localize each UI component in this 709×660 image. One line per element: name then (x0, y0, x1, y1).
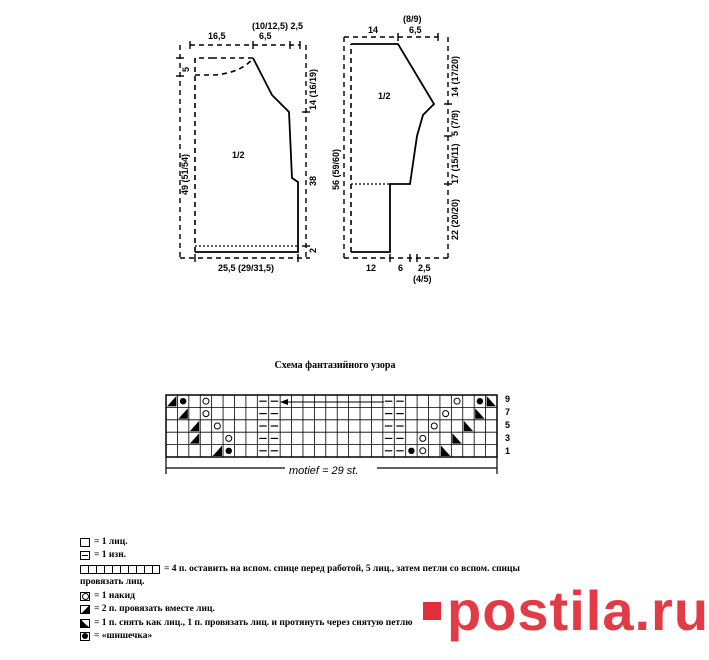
skp-mark (441, 446, 450, 456)
yo-mark (431, 423, 437, 429)
legend-skp-text: = 1 п. снять как лиц., 1 п. провязать лиц. и протянуть через снятую петлю (94, 618, 413, 628)
watermark-text: postila.ru (447, 579, 709, 642)
front-left-dashed (195, 58, 212, 252)
yarn-over-icon (80, 592, 90, 601)
legend-bobble (80, 630, 152, 642)
sleeve-top-right-width: 6,5 (409, 25, 422, 35)
sleeve-piece (344, 33, 452, 262)
front-half-label: 1/2 (232, 150, 245, 160)
sleeve-upper-arm: 17 (15/11) (450, 143, 460, 184)
cable-arrow-head (280, 399, 288, 405)
bobble-mark (408, 448, 414, 454)
legend-knit (80, 536, 128, 548)
legend-skp (80, 617, 412, 629)
legend-purl (80, 549, 126, 561)
legend-knit-text: = 1 лиц. (94, 537, 128, 547)
schema-title: Схема фантазийного узора (274, 360, 396, 371)
skp-mark (487, 396, 496, 406)
purl-square-icon (80, 551, 90, 560)
legend-cable-cont (80, 576, 144, 588)
sleeve-top-left-width: 14 (368, 25, 379, 35)
k2tog-mark (178, 408, 187, 418)
legend-bobble-text: = «шишечка» (94, 631, 153, 641)
sleeve-bottom-right: 2,5 (418, 263, 431, 273)
front-top-right-range: (10/12,5) 2,5 (252, 21, 304, 31)
sleeve-outline (351, 44, 434, 252)
front-neck-curve (195, 58, 253, 75)
bobble-mark (477, 398, 483, 404)
skp-mark (475, 408, 484, 418)
sleeve-top-right-paren: (8/9) (403, 14, 422, 24)
yo-mark (420, 435, 426, 441)
row-label-5: 5 (505, 420, 511, 430)
chart-grid (166, 395, 497, 457)
sleeve-cap-lower: 5 (7/9) (450, 109, 460, 136)
front-rib-height: 2 (308, 247, 318, 253)
watermark (423, 579, 709, 642)
k2tog-mark (190, 421, 199, 431)
front-bottom-width: 25,5 (29/31,5) (218, 263, 275, 273)
legend-cable (80, 563, 520, 575)
watermark-square-icon (423, 602, 441, 620)
row-label-9: 9 (505, 394, 511, 404)
legend-cable-text: = 4 п. оставить на вспом. спице перед работой, 5 лиц., затем петли со вспом. спицы (164, 564, 520, 574)
skp-icon (80, 619, 90, 628)
k2tog-mark (213, 446, 222, 456)
bobble-icon (80, 632, 90, 641)
yo-mark (203, 411, 209, 417)
sleeve-cuff-height: 22 (20/20) (450, 198, 460, 240)
chart-frame (166, 395, 497, 457)
row-label-1: 1 (505, 446, 511, 456)
bobble-mark (226, 448, 232, 454)
front-total-height: 49 (51/54) (180, 153, 190, 195)
yo-mark (454, 398, 460, 404)
legend-yo-text: = 1 накид (94, 591, 135, 601)
chart-cells (167, 396, 496, 456)
legend-k2tog-text: = 2 п. провязать вместе лиц. (94, 604, 215, 614)
yo-mark (214, 423, 220, 429)
sleeve-bottom-right-paren: (4/5) (413, 274, 432, 284)
sleeve-bottom-mid: 6 (398, 263, 404, 273)
sleeve-bottom-width: 12 (366, 263, 377, 273)
knit-square-icon (80, 538, 90, 547)
front-top-left-width: 16,5 (208, 31, 226, 41)
k2tog-mark (190, 433, 199, 443)
front-top-mid-width: 6,5 (259, 31, 272, 41)
row-label-3: 3 (505, 433, 511, 443)
skp-mark (452, 433, 461, 443)
bobble-mark (180, 398, 186, 404)
pattern-chart (166, 395, 497, 477)
legend-purl-text: = 1 изн. (94, 550, 127, 560)
sleeve-cap-height: 14 (17/20) (450, 55, 460, 97)
yo-mark (443, 411, 449, 417)
front-neck-depth: 5 (181, 66, 191, 72)
front-outline (195, 58, 298, 252)
front-side-length: 38 (308, 175, 318, 186)
yo-mark (203, 398, 209, 404)
legend-k2tog (80, 603, 215, 615)
front-armhole-height: 14 (16/19) (308, 68, 318, 110)
k2tog-mark (167, 396, 176, 406)
sleeve-half-label: 1/2 (378, 91, 391, 101)
motif-label: motief = 29 st. (289, 465, 359, 477)
legend-yo (80, 590, 135, 602)
cable-bar-icon (80, 565, 160, 574)
legend-cable-cont-text: провязать лиц. (80, 577, 145, 587)
k2tog-icon (80, 605, 90, 614)
row-label-7: 7 (505, 407, 511, 417)
skp-mark (464, 421, 473, 431)
sleeve-total-height: 56 (59/60) (331, 148, 341, 190)
yo-mark (420, 448, 426, 454)
yo-mark (226, 435, 232, 441)
